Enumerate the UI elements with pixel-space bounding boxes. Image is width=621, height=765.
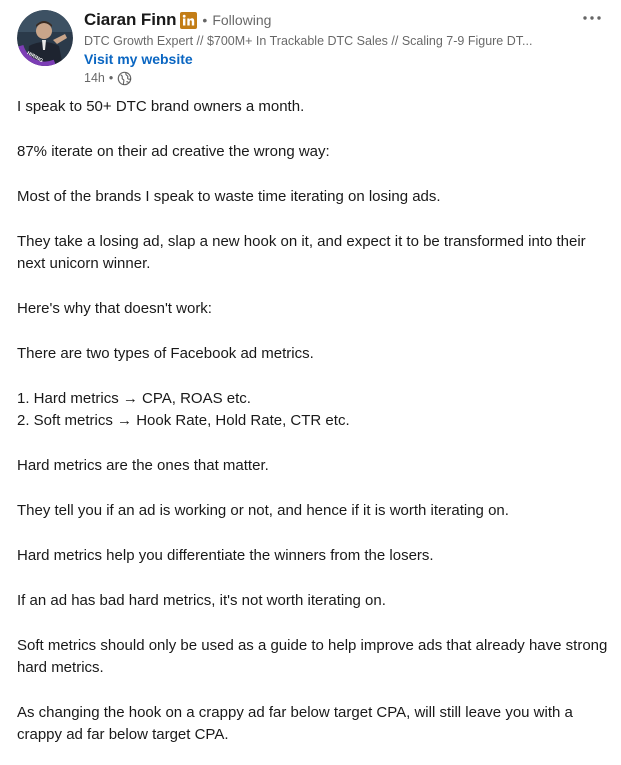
globe-icon <box>117 71 132 86</box>
hiring-badge-text: HIRING <box>25 50 44 65</box>
post-paragraph: I speak to 50+ DTC brand owners a month. <box>17 98 305 115</box>
more-horizontal-icon <box>582 14 602 22</box>
metrics-list: 1. Hard metrics → CPA, ROAS etc. 2. Soft metrics → Hook Rate, Hold Rate, CTR etc. <box>17 390 350 429</box>
post-header <box>84 9 574 87</box>
more-options-button[interactable] <box>578 6 606 30</box>
author-avatar[interactable] <box>17 10 73 66</box>
post-paragraph: They tell you if an ad is working or not, and hence if it is worth iterating on. <box>17 502 509 519</box>
post-paragraph: Here's why that doesn't work: <box>17 300 212 317</box>
post-paragraph: Hard metrics are the ones that matter. <box>17 457 269 474</box>
post-body <box>17 96 611 746</box>
visit-website-link[interactable]: Visit my website <box>84 51 193 67</box>
post-paragraph: They take a losing ad, slap a new hook on it, and expect it to be transformed into their next unicorn winner. <box>17 233 590 272</box>
separator-bullet: • <box>202 12 208 28</box>
post-paragraph: As changing the hook on a crappy ad far below target CPA, will still leave you with a crappy ad far below target CPA. <box>17 704 578 743</box>
post-paragraph: Most of the brands I speak to waste time iterating on losing ads. <box>17 188 441 205</box>
meta-dot: • <box>108 71 114 85</box>
post-paragraph: There are two types of Facebook ad metrics. <box>17 345 314 362</box>
post-paragraph: 87% iterate on their ad creative the wrong way: <box>17 143 330 160</box>
author-name-row <box>84 9 574 31</box>
post-paragraph: If an ad has bad hard metrics, it's not worth iterating on. <box>17 592 386 609</box>
post-time: 14h <box>84 71 105 85</box>
linkedin-premium-icon <box>180 12 197 29</box>
author-name[interactable]: Ciaran Finn <box>84 10 177 29</box>
post-paragraph: Hard metrics help you differentiate the winners from the losers. <box>17 547 434 564</box>
post-meta <box>84 69 574 87</box>
author-headline: DTC Growth Expert // $700M+ In Trackable DTC Sales // Scaling 7-9 Figure DT... <box>84 34 533 48</box>
post-paragraph: Soft metrics should only be used as a guide to help improve ads that already have strong hard metrics. <box>17 637 612 676</box>
follow-status[interactable]: Following <box>212 12 272 28</box>
